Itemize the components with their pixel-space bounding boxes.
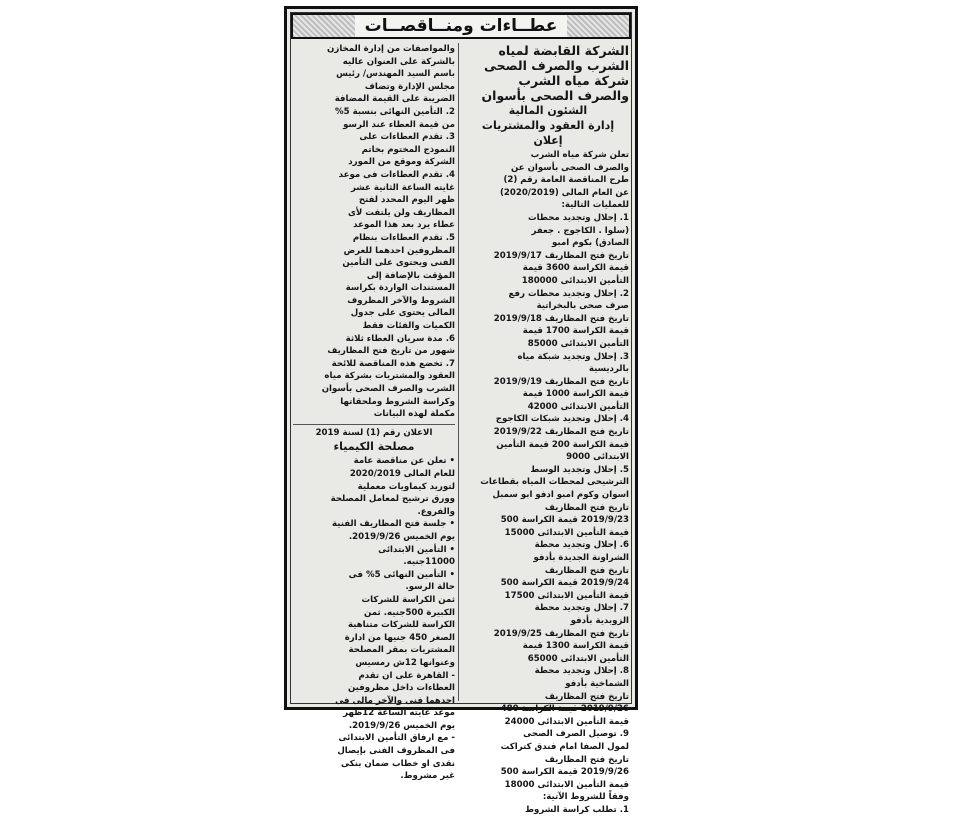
- text-line: مكملة لهذه البيانات: [373, 409, 455, 420]
- section-banner: [291, 13, 631, 39]
- text-line: الضريبة على القيمة المضافة: [334, 94, 455, 105]
- text-line: المالى يحتوى على جدول: [350, 308, 455, 319]
- text-line: تاريخ فتح المظاريف 2019/9/17: [493, 250, 629, 261]
- text-line: قيمة الكراسة 1000 قيمة: [522, 389, 629, 400]
- text-line: • جلسة فتح المظاريف الفنية: [332, 519, 455, 530]
- text-line: والصرف الصحى بأسوان عن: [511, 162, 629, 173]
- department-heading: إدارة العقود والمشتريات: [481, 119, 615, 132]
- text-line: مجلس الإدارة وتضاف: [364, 81, 455, 92]
- announcement-separator: [293, 424, 455, 425]
- text-line: بالرديسية: [588, 364, 629, 375]
- text-line: وكراسة الشروط وملحقاتها: [340, 396, 455, 407]
- text-line: الابتدائى 9000: [566, 452, 629, 463]
- text-line: تاريخ فتح المظاريف 2019/9/19: [493, 376, 629, 387]
- text-line: لمول الصفا امام فندق كتراكت: [500, 741, 629, 752]
- text-line: قيمة التأمين الابتدائى 18000: [504, 779, 629, 790]
- text-line: 5. إحلال وتجديد الوسط: [530, 464, 629, 475]
- text-line: المظاريف ولن يلتفت لأى: [347, 207, 455, 218]
- text-line: الصادق) بكوم امبو: [552, 238, 629, 249]
- text-line: شهور من تاريخ فتح المظاريف: [327, 346, 455, 357]
- text-line: ظهر اليوم المحدد لفتح: [358, 195, 455, 206]
- text-line: المستندات الواردة بكراسة: [345, 283, 455, 294]
- text-line: المظروفين احدهما للعرض: [343, 245, 455, 256]
- text-line: 4. إحلال وتجديد شبكات الكاجوج: [495, 414, 629, 425]
- text-line: الترشيحى لمحطات المياه بقطاعات: [480, 477, 629, 488]
- text-line: النموذج المختوم بخاتم: [361, 144, 455, 155]
- text-line: قيمة الكراسة 1700 قيمة: [522, 326, 629, 337]
- text-line: 2. إحلال وتجديد محطات رفع: [508, 288, 629, 299]
- text-line: تاريخ فتح المظاريف: [544, 502, 629, 513]
- text-line: التأمين الابتدائى 180000: [521, 275, 629, 286]
- text-line: عن العام المالى (2020/2019): [499, 187, 629, 198]
- company-heading: والصرف الصحى بأسوان: [481, 88, 629, 103]
- text-line: عطاء يرد بعد هذا الموعد: [353, 220, 455, 231]
- text-line: - القاهرة على ان تقدم: [358, 670, 455, 681]
- text-line: حالة الرسو.: [405, 582, 455, 593]
- text-line: 9. توصيل الصرف الصحى: [523, 729, 629, 740]
- text-line: • التأمين الابتدائى: [378, 544, 455, 555]
- text-line: والفروع.: [417, 506, 455, 517]
- text-line: الكبيرة 500جنيه. ثمن: [364, 607, 455, 618]
- text-line: التأمين الابتدائى 42000: [527, 401, 629, 412]
- text-line: - مع ارفاق التأمين الابتدائى: [338, 733, 455, 744]
- text-line: باسم السيد المهندس/ رئيس: [336, 69, 455, 80]
- announcement-number: الاعلان رقم (1) لسنة 2019: [315, 427, 433, 438]
- text-line: 7. إحلال وتجديد محطة: [534, 603, 629, 614]
- text-line: 2019/9/24 قيمة الكراسة 500: [500, 578, 629, 589]
- text-line: التأمين الابتدائى 85000: [527, 338, 629, 349]
- text-line: 3. تقدم العطاءات على: [359, 132, 455, 143]
- text-line: يوم الخميس 2019/9/26.: [348, 531, 455, 542]
- text-line: موعد غايته الساعة 12ظهر: [343, 708, 455, 719]
- text-line: اسوان وكوم امبو ادفو ابو سمبل: [492, 490, 629, 501]
- text-line: لتوريد كيماويات معملية: [357, 481, 455, 492]
- text-line: تاريخ فتح المظاريف 2019/9/22: [493, 427, 629, 438]
- text-line: وعنوانها 12ش رمسيس: [355, 657, 455, 668]
- text-line: 1. تطلب كراسة الشروط: [525, 804, 629, 815]
- text-line: للعام المالى 2020/2019: [349, 469, 455, 479]
- text-line: 2. التأمين النهائى بنسبة 5%: [335, 106, 455, 117]
- text-line: والمواصفات من إدارة المخازن: [327, 44, 455, 54]
- text-line: تاريخ فتح المظاريف: [544, 691, 629, 702]
- section-title: عطــاءات ومنــاقصــات: [355, 15, 568, 37]
- text-line: تاريخ فتح المظاريف: [544, 754, 629, 765]
- company-heading: الشرب والصرف الصحى: [483, 58, 629, 73]
- text-line: الشروط والآخر المظروف: [347, 295, 455, 306]
- text-line: قيمة التأمين الابتدائى 17500: [504, 590, 629, 601]
- text-line: العقود والمشتريات بشركة مياه: [324, 371, 455, 382]
- text-line: للعمليات التالية:: [561, 200, 629, 211]
- text-line: احدهما فنى والآخر مالى فى: [335, 695, 455, 706]
- text-line: من قيمة العطاء عند الرسو: [343, 119, 455, 130]
- text-line: • تعلن عن مناقصة عامة: [353, 456, 455, 467]
- text-line: بالشركة على العنوان عاليه: [342, 56, 455, 67]
- text-line: صرف صحى بالبخراتية: [536, 301, 629, 312]
- text-line: الفنى ويحتوى على التأمين: [342, 258, 455, 269]
- text-line: المؤقت بالإضافة إلى: [366, 270, 455, 281]
- text-line: قيمة الكراسة 200 قيمة التأمين: [496, 439, 629, 450]
- tender-column-continued: [293, 43, 455, 782]
- column-divider: [458, 43, 459, 701]
- text-line: تعلن شركة مياه الشرب: [530, 150, 629, 160]
- text-line: 11000جنيه.: [403, 557, 455, 568]
- text-line: 7. تخضع هذه المناقصة للائحة: [331, 358, 455, 369]
- text-line: 1. إحلال وتجديد محطات: [527, 212, 629, 223]
- text-line: التأمين الابتدائى 65000: [527, 653, 629, 664]
- text-line: 2019/9/23 قيمة الكراسة 500: [500, 515, 629, 526]
- text-line: الشماخية بأدفو: [565, 678, 629, 689]
- text-line: الصغر 450 جنيها من ادارة: [344, 632, 455, 643]
- text-line: الشراونة الجديدة بأدفو: [533, 553, 629, 563]
- text-line: قيمة الكراسة 1300 قيمة: [522, 641, 629, 652]
- text-line: تاريخ فتح المظاريف 2019/9/18: [493, 313, 629, 324]
- text-line: وورق ترشيح لمعامل المصلحة: [330, 494, 455, 505]
- text-line: وفقاً للشروط الآتية:: [542, 792, 629, 803]
- text-line: قيمة التأمين الابتدائى 24000: [504, 716, 629, 727]
- text-line: 2019/9/26 قيمة الكراسة 480: [500, 704, 629, 715]
- text-line: 6. مدة سريان العطاء ثلاثة: [345, 333, 455, 344]
- company-heading: الشركة القابضة لمياه: [498, 43, 629, 58]
- text-line: الكراسة للشركات متناهية: [347, 620, 455, 631]
- text-line: غير مشروط.: [400, 771, 455, 782]
- text-line: الزوبدية بأدفو: [570, 615, 629, 626]
- text-line: تاريخ فتح المظاريف 2019/9/25: [493, 628, 629, 639]
- text-line: العطاءات داخل مظروفين: [347, 683, 455, 694]
- text-line: 6. إحلال وتجديد محطة: [534, 540, 629, 551]
- text-line: غايته الساعة الثانية عشر: [350, 182, 455, 193]
- text-line: الشركة وموقع من المورد: [348, 157, 455, 168]
- text-line: الشرب والصرف الصحى بأسوان: [321, 384, 455, 395]
- authority-heading: مصلحة الكيمياء: [333, 440, 415, 454]
- text-line: قيمة الكراسة 3600 قيمة: [522, 263, 629, 274]
- company-heading: شركة مياه الشرب: [518, 73, 629, 88]
- text-line: الكميات والفئات فقط: [362, 321, 455, 332]
- text-line: ثمن الكراسة للشركات: [361, 594, 455, 605]
- department-heading: الشئون المالية: [508, 104, 588, 117]
- text-line: تاريخ فتح المظاريف: [544, 565, 629, 576]
- tender-column-water-company: [467, 43, 629, 815]
- text-line: 5. تقدم العطاءات بنظام: [352, 232, 455, 243]
- text-line: 4. تقدم العطاءات فى موعد: [338, 169, 455, 180]
- text-line: 8. إحلال وتجديد محطة: [534, 666, 629, 677]
- text-line: يوم الخميس 2019/9/26.: [348, 720, 455, 731]
- text-line: المشتريات بمقر المصلحة: [348, 645, 455, 656]
- text-line: • التأمين النهائى 5% فى: [348, 569, 455, 580]
- text-line: 3. إحلال وتجديد شبكة مياه: [517, 351, 629, 362]
- text-line: 2019/9/26 قيمة الكراسة 500: [500, 767, 629, 778]
- text-line: قيمة التأمين الابتدائى 15000: [504, 527, 629, 538]
- department-heading: إعلان: [533, 134, 563, 147]
- text-line: (سلوا . الكاجوج . جعفر: [531, 225, 629, 236]
- text-line: نقدى او خطاب ضمان بنكى: [341, 758, 455, 769]
- newspaper-clipping: [284, 6, 638, 815]
- text-line: طرح المناقصة العامة رقم (2): [503, 175, 629, 186]
- text-line: فى المظروف الفنى بإيصال: [337, 746, 455, 757]
